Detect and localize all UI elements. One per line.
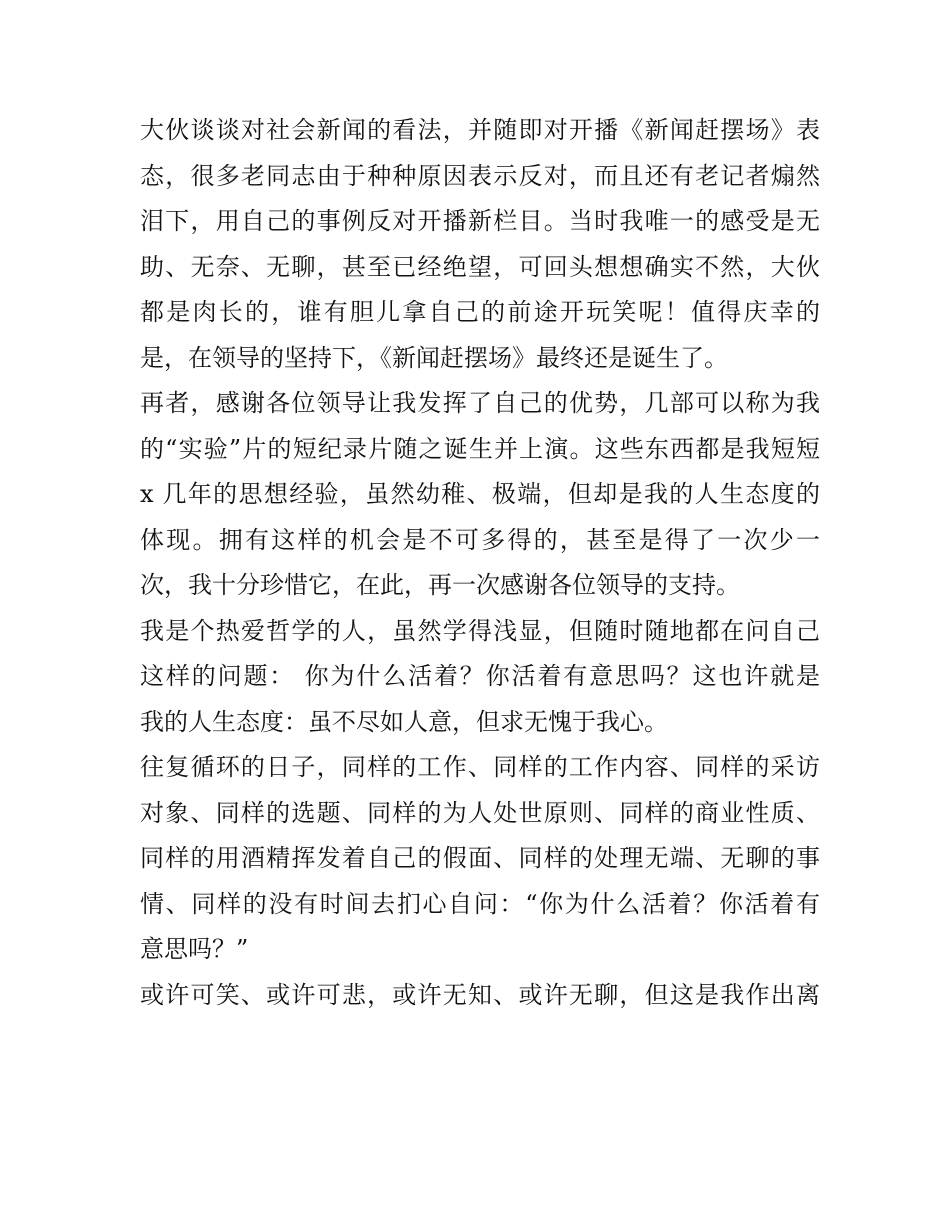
text-line: 态，很多老同志由于种种原因表示反对，而且还有老记者煽然 <box>140 161 820 190</box>
text-line: 情、同样的没有时间去扪心自问：“你为什么活着？你活着有 <box>140 889 820 918</box>
paragraph-1 <box>140 108 820 381</box>
text-line: 对象、同样的选题、同样的为人处世原则、同样的商业性质、 <box>140 798 820 827</box>
text-line: 这样的问题： 你为什么活着？你活着有意思吗？这也许就是 <box>140 662 820 690</box>
text-line: 同样的用酒精挥发着自己的假面、同样的处理无端、无聊的事 <box>140 844 820 872</box>
text-line: 泪下，用自己的事例反对开播新栏目。当时我唯一的感受是无 <box>140 207 820 235</box>
text-line: 次，我十分珍惜它，在此，再一次感谢各位领导的支持。 <box>140 571 740 599</box>
text-line: 或许可笑、或许可悲，或许无知、或许无聊，但这是我作出离 <box>140 980 820 1009</box>
text-line: 助、无奈、无聊，甚至已经绝望，可回头想想确实不然，大伙 <box>140 252 820 281</box>
text-line: 是，在领导的坚持下，《新闻赶摆场》最终还是诞生了。 <box>140 343 728 372</box>
paragraph-5 <box>140 973 820 1019</box>
text-line: 再者，感谢各位领导让我发挥了自己的优势，几部可以称为我 <box>140 389 820 417</box>
text-line: 都是肉长的，谁有胆儿拿自己的前途开玩笑呢！值得庆幸的 <box>140 298 820 326</box>
body-text <box>140 108 820 1018</box>
paragraph-4 <box>140 745 820 973</box>
paragraph-3 <box>140 609 820 746</box>
text-line: 大伙谈谈对社会新闻的看法，并随即对开播《新闻赶摆场》表 <box>140 116 820 144</box>
text-line: 我的人生态度：虽不尽如人意，但求无愧于我心。 <box>140 707 668 736</box>
text-line: 意思吗？” <box>140 935 249 963</box>
paragraph-2 <box>140 381 820 609</box>
text-line: x 几年的思想经验，虽然幼稚、极端，但却是我的人生态度的 <box>140 480 820 508</box>
text-line: 体现。拥有这样的机会是不可多得的，甚至是得了一次少一 <box>140 525 820 554</box>
text-line: 往复循环的日子，同样的工作、同样的工作内容、同样的采访 <box>140 753 820 781</box>
text-line: 的“实验”片的短纪录片随之诞生并上演。这些东西都是我短短 <box>140 434 820 463</box>
text-line: 我是个热爱哲学的人，虽然学得浅显，但随时随地都在问自己 <box>140 616 820 645</box>
